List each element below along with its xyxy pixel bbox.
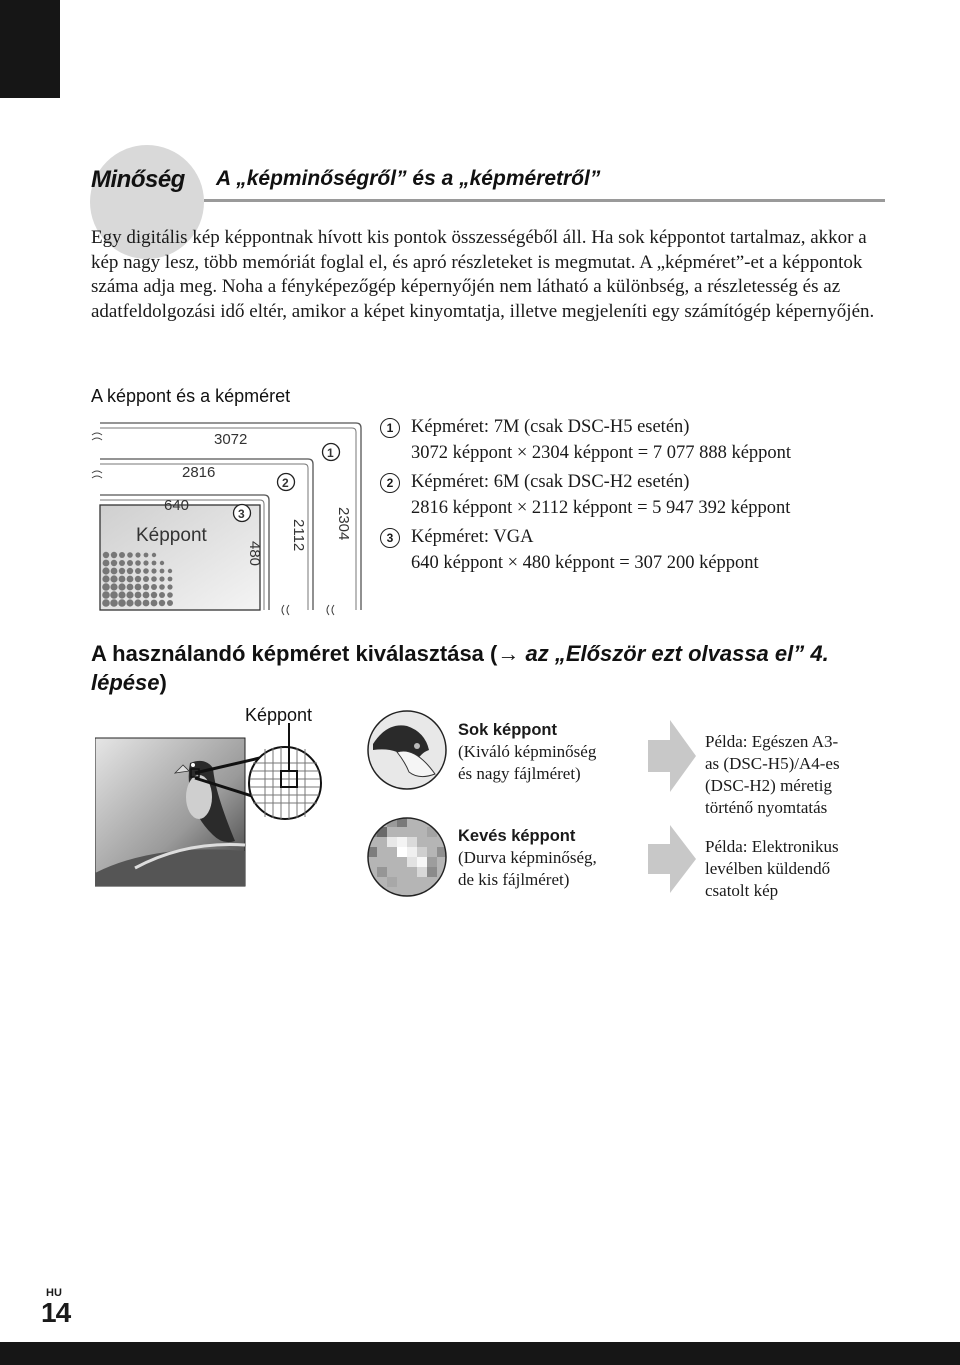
few-pixels-line1: (Durva képminőség,: [458, 848, 597, 867]
many-pixels-line1: (Kiváló képminőség: [458, 742, 597, 761]
corner-block: [0, 0, 60, 98]
bird-photo: [95, 723, 375, 888]
bottom-bar: [0, 1342, 960, 1365]
selection-heading-text: A használandó képméret kiválasztása (: [91, 641, 498, 666]
many-pixels-title: Sok képpont: [458, 721, 558, 739]
many-pixels-line2: és nagy fájlméret): [458, 764, 581, 783]
example-line: történő nyomtatás: [705, 798, 828, 817]
photo-pixel-label: Képpont: [245, 705, 313, 725]
resolution-title: Képméret: 6M (csak DSC-H2 esetén): [411, 472, 690, 492]
example-line: Példa: Elektronikus: [705, 837, 839, 856]
few-pixels-line2: de kis fájlméret): [458, 870, 570, 889]
marker-1: 1: [327, 446, 334, 460]
break-mark-icon: [92, 433, 102, 440]
example-line: csatolt kép: [705, 881, 779, 900]
break-mark-icon: [92, 471, 102, 478]
few-pixels-example: [705, 836, 839, 902]
selection-heading: [91, 639, 891, 697]
example-line: (DSC-H2) méretig: [705, 776, 833, 795]
height-label-vga: 480: [246, 541, 263, 567]
section-rule: [204, 199, 885, 202]
marker-2: 2: [282, 476, 289, 490]
resolution-formula: 3072 képpont × 2304 képpont = 7 077 888 képpont: [411, 443, 792, 463]
resolution-formula: 640 képpont × 480 képpont = 307 200 képpont: [411, 553, 759, 573]
resolution-diagram: [86, 415, 376, 620]
resolution-item-7m: [380, 414, 900, 466]
few-pixels-desc: [458, 825, 597, 891]
page-language: HU: [46, 1287, 62, 1299]
section-heading: A „képminőségről” és a „képméretről”: [216, 167, 601, 190]
example-line: levélben küldendő: [705, 859, 831, 878]
marker-3: 3: [238, 507, 245, 521]
right-arrow-icon: [648, 720, 696, 792]
low-res-detail: [367, 817, 447, 897]
pixel-size-heading: A képpont és a képméret: [91, 386, 291, 406]
many-pixels-example: [705, 731, 840, 819]
width-label-vga: 640: [164, 497, 190, 514]
item-number: 1: [380, 418, 400, 438]
break-mark-icon: [282, 605, 289, 615]
selection-heading-close: ): [159, 670, 167, 695]
resolution-item-vga: [380, 524, 900, 576]
example-line: as (DSC-H5)/A4-es: [705, 754, 840, 773]
break-mark-icon: [327, 605, 334, 615]
height-label-6m: 2112: [290, 519, 307, 552]
few-pixels-title: Kevés képpont: [458, 827, 576, 845]
arrow-icon: →: [497, 641, 520, 666]
example-line: Példa: Egészen A3-: [705, 732, 839, 751]
resolution-title: Képméret: VGA: [411, 527, 534, 547]
resolution-formula: 2816 képpont × 2112 képpont = 5 947 392 képpont: [411, 498, 791, 518]
many-pixels-desc: [458, 719, 596, 785]
section-tab-label: Minőség: [91, 166, 185, 193]
resolution-item-6m: [380, 469, 900, 521]
page-number: 14: [41, 1297, 71, 1328]
item-number: 2: [380, 473, 400, 493]
width-label-6m: 2816: [182, 464, 216, 481]
width-label-7m: 3072: [214, 431, 248, 448]
height-label-7m: 2304: [335, 507, 352, 541]
resolution-list: [380, 414, 900, 579]
resolution-title: Képméret: 7M (csak DSC-H5 esetén): [411, 417, 690, 437]
high-res-detail: [367, 710, 447, 790]
intro-paragraph: Egy digitális kép képpontnak hívott kis pontok összességéből áll. Ha sok képpontot tartalmaz, akkor a kép nagy lesz, több memóriát foglal el, és apró részleteket is megmutat. A „képméret”-et a képpontok száma adja meg. Noha a fényképezőgép képernyőjén nem látható a különbség, a részletesség és az adatfeldolgozási idő eltér, amikor a képet kinyomtatja, illetve megjeleníti egy számítógép képernyőjén.: [91, 227, 875, 322]
pixel-label: Képpont: [136, 525, 207, 546]
right-arrow-icon: [648, 825, 696, 893]
selection-heading-ref: az „Először ezt olvassa el” 4. lépése: [91, 641, 829, 695]
item-number: 3: [380, 528, 400, 548]
